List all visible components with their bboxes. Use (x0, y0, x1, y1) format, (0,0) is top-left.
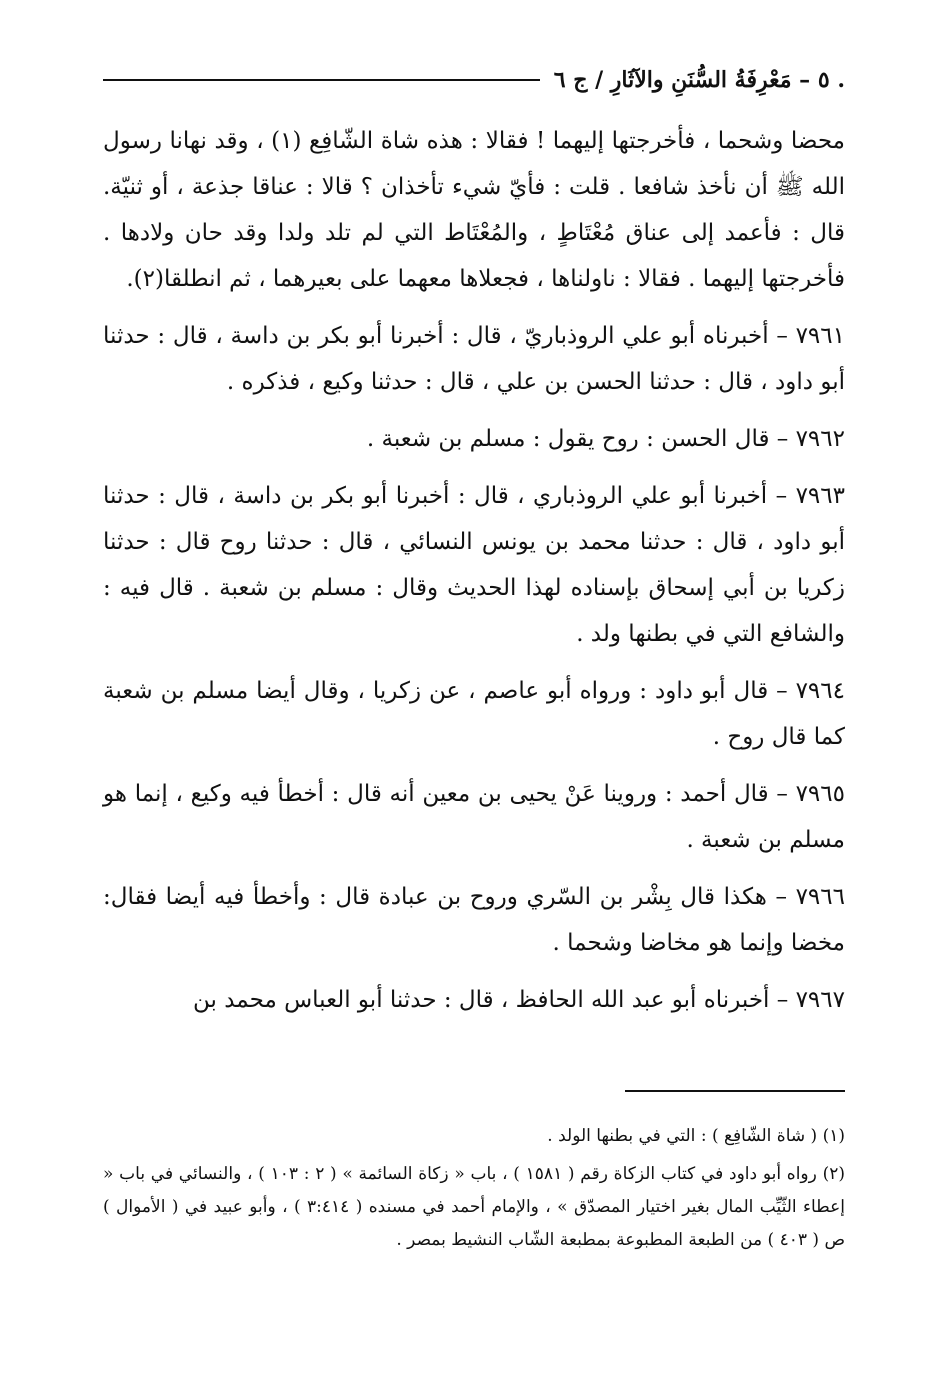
running-header (103, 60, 845, 100)
paragraph-7961: ٧٩٦١ – أخبرناه أبو علي الروذباريّ ، قال : أخبرنا أبو بكر بن داسة ، قال : حدثنا أبو داود ، قال : حدثنا الحسن بن علي ، قال : حدثنا وكيع ، فذكره . (103, 323, 845, 395)
footnote-1: (١) ( شاة الشّافِع ) : التي في بطنها الولد . (547, 1126, 845, 1146)
main-text (103, 118, 845, 1034)
header-rule (103, 79, 540, 81)
paragraph-7965: ٧٩٦٥ – قال أحمد : وروينا عَنْ يحيى بن معين أنه قال : أخطأ فيه وكيع ، إنما هو مسلم بن شعبة . (103, 781, 845, 853)
footnotes (103, 1120, 845, 1262)
paragraph-7963: ٧٩٦٣ – أخبرنا أبو علي الروذباري ، قال : أخبرنا أبو بكر بن داسة ، قال : حدثنا أبو داود ، قال : حدثنا محمد بن يونس النسائي ، قال : حدثنا روح قال : حدثنا زكريا بن أبي إسحاق بإسناده لهذا الحديث وقال : مسلم بن شعبة . قال فيه : والشافع التي في بطنها ولد . (103, 483, 845, 647)
footnote-separator (625, 1090, 845, 1092)
paragraph-7967: ٧٩٦٧ – أخبرناه أبو عبد الله الحافظ ، قال : حدثنا أبو العباس محمد بن (193, 987, 845, 1013)
paragraph-7962: ٧٩٦٢ – قال الحسن : روح يقول : مسلم بن شعبة . (366, 426, 845, 452)
footnote-2: (٢) رواه أبو داود في كتاب الزكاة رقم ( ١٥٨١ ) ، باب « زكاة السائمة » ( ٢ : ١٠٣ ) ، والنسائي في باب « إعطاء الثّيِّب المال بغير اختيار المصدّق » ، والإمام أحمد في مسنده ( ٣:٤١٤ ) ، وأبو عبيد في ( الأموال ) ص ( ٤٠٣ ) من الطبعة المطبوعة بمطبعة الشّاب النشيط بمصر . (103, 1164, 845, 1250)
paragraph-7964: ٧٩٦٤ – قال أبو داود : ورواه أبو عاصم ، عن زكريا ، وقال أيضا مسلم بن شعبة كما قال روح . (103, 678, 845, 750)
paragraph-hadith-text: محضا وشحما ، فأخرجتها إليهما ! فقالا : هذه شاة الشّافِع (١) ، وقد نهانا رسول الله ﷺ أن نأخذ شافعا . قلت : فأيّ شيء تأخذان ؟ قالا : عناقا جذعة ، أو ثنيّة. قال : فأعمد إلى عناق مُعْتَاطٍ ، والمُعْتَاط التي لم تلد ولدا وقد حان ولادها . فأخرجتها إليهما . فقالا : ناولناها ، فجعلاها معهما على بعيرهما ، ثم انطلقا(٢). (103, 128, 845, 292)
paragraph-7966: ٧٩٦٦ – هكذا قال بِشْر بن السّري وروح بن عبادة قال : وأخطأ فيه أيضا فقال: مخضا وإنما هو مخاضا وشحما . (103, 884, 845, 956)
header-title: . ٥ – مَعْرِفَةُ السُّنَنِ والآثَارِ / ج ٦ (553, 67, 845, 93)
